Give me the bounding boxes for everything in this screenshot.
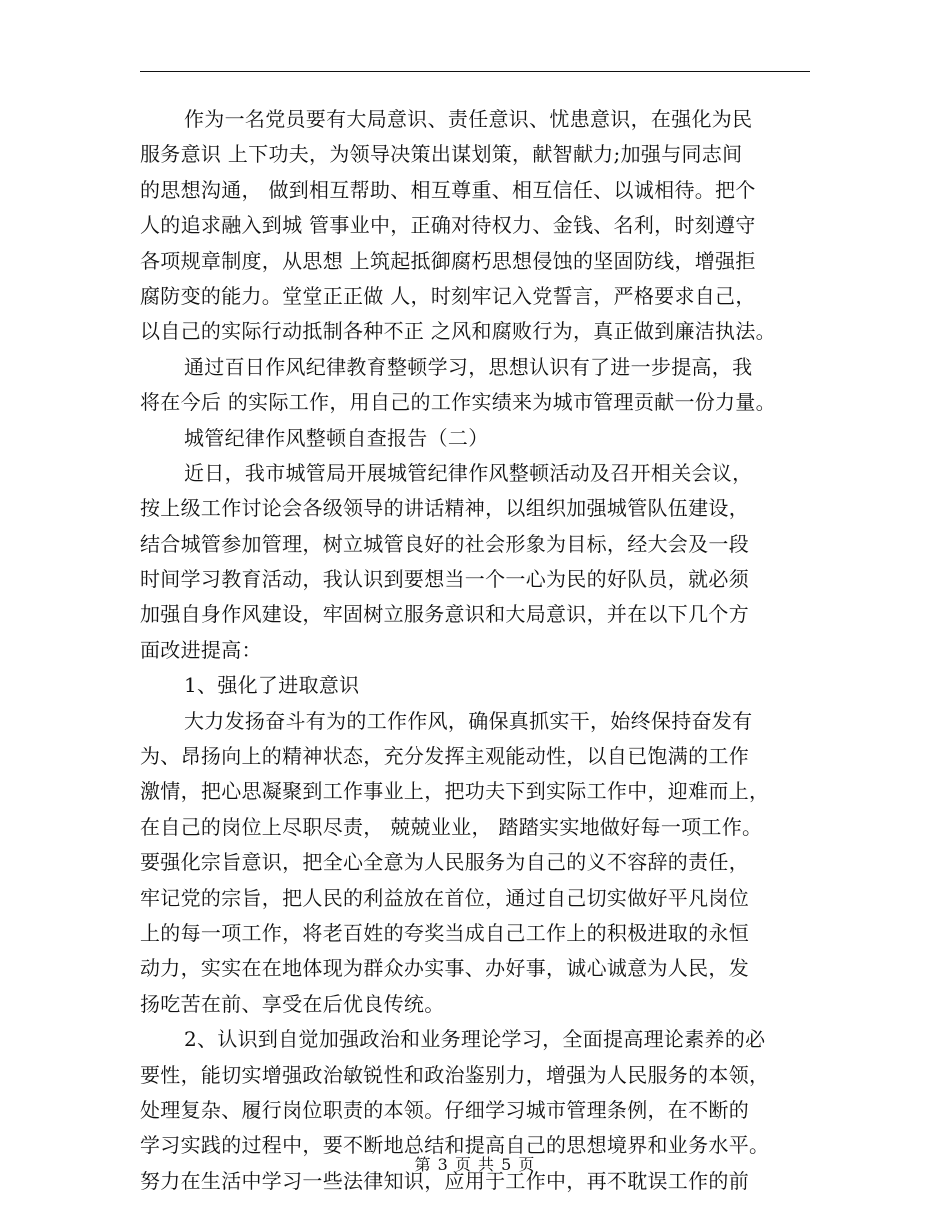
subheading: 1、强化了进取意识: [184, 673, 360, 698]
text-line: 激情，把心思凝聚到工作事业上，把功夫下到实际工作中，迎难而上，: [140, 779, 770, 804]
text-line: 上的每一项工作，将老百姓的夸奖当成自己工作上的积极进取的永恒: [140, 920, 749, 945]
section-heading: 城管纪律作风整顿自查报告（二）: [184, 425, 489, 450]
text-line: 处理复杂、履行岗位职责的本领。仔细学习城市管理条例，在不断的: [140, 1097, 749, 1122]
page-footer: 第 3 页 共 5 页: [414, 1155, 536, 1174]
text-line: 服务意识 上下功夫，为领导决策出谋划策，献智献力;加强与同志间: [140, 142, 743, 167]
text-line: 的思想沟通， 做到相互帮助、相互尊重、相互信任、以诚相待。把个: [140, 177, 756, 202]
text-line: 按上级工作讨论会各级领导的讲话精神，以组织加强城管队伍建设，: [140, 496, 749, 521]
text-line: 结合城管参加管理，树立城管良好的社会形象为目标，经大会及一段: [140, 531, 749, 556]
text-line: 面改进提高：: [140, 637, 262, 662]
text-line: 腐防变的能力。堂堂正正做 人，时刻牢记入党誓言，严格要求自己，: [140, 283, 756, 308]
document-body: [140, 102, 820, 1199]
header-rule: [140, 71, 810, 72]
text-line: 近日，我市城管局开展城管纪律作风整顿活动及召开相关会议，: [184, 460, 753, 485]
text-line: 以自己的实际行动抵制各种不正 之风和腐败行为，真正做到廉洁执法。: [140, 319, 776, 344]
text-line: 牢记党的宗旨，把人民的利益放在首位，通过自己切实做好平凡岗位: [140, 885, 749, 910]
text-line: 大力发扬奋斗有为的工作作风，确保真抓实干，始终保持奋发有: [184, 708, 753, 733]
text-line: 为、昂扬向上的精神状态，充分发挥主观能动性，以自已饱满的工作: [140, 744, 749, 769]
text-line: 作为一名党员要有大局意识、责任意识、忧患意识，在强化为民: [184, 107, 753, 131]
text-line: 时间学习教育活动，我认识到要想当一个一心为民的好队员，就必须: [140, 567, 749, 592]
text-line: 动力，实实在在地体现为群众办实事、办好事，诚心诚意为人民，发: [140, 956, 749, 981]
text-line: 扬吃苦在前、享受在后优良传统。: [140, 991, 445, 1016]
text-line: 在自己的岗位上尽职尽责， 兢兢业业， 踏踏实实地做好每一项工作。: [140, 814, 763, 839]
text-line: 努力在生活中学习一些法律知识，应用于工作中，再不耽误工作的前: [140, 1168, 749, 1193]
text-line: 各项规章制度，从思想 上筑起抵御腐朽思想侵蚀的坚固防线，增强拒: [140, 248, 756, 273]
text-line: 人的追求融入到城 管事业中，正确对待权力、金钱、名利，时刻遵守: [140, 213, 756, 238]
text-line: 要强化宗旨意识，把全心全意为人民服务为自己的义不容辞的责任，: [140, 850, 749, 875]
text-line: 将在今后 的实际工作，用自己的工作实绩来为城市管理贡献一份力量。: [140, 390, 776, 415]
text-line: 要性，能切实增强政治敏锐性和政治鉴别力，增强为人民服务的本领，: [140, 1062, 770, 1087]
text-line: 通过百日作风纪律教育整顿学习，思想认识有了进一步提高，我: [184, 354, 753, 379]
text-line: 加强自身作风建设，牢固树立服务意识和大局意识，并在以下几个方: [140, 602, 749, 627]
text-line: 学习实践的过程中，要不断地总结和提高自己的思想境界和业务水平。: [140, 1133, 770, 1158]
text-line: 2、认识到自觉加强政治和业务理论学习，全面提高理论素养的必: [184, 1027, 766, 1052]
